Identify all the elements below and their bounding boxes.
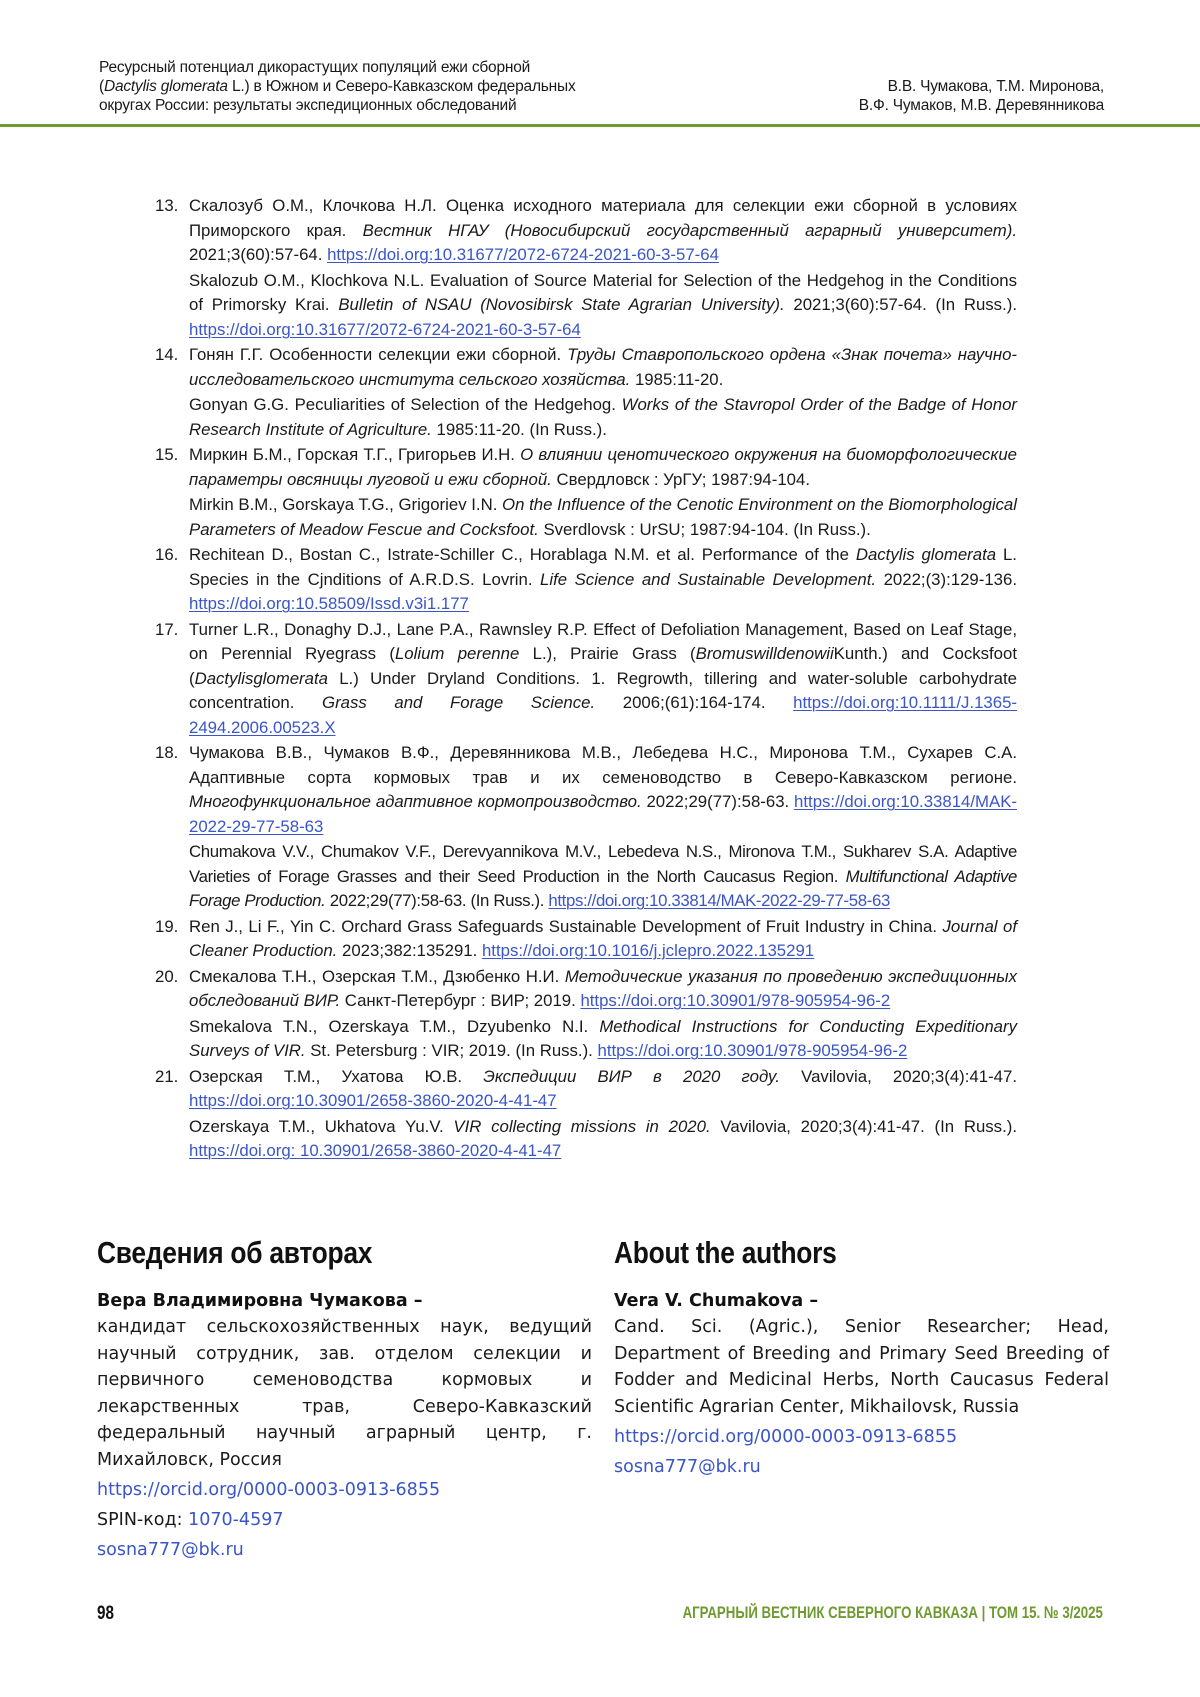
page-number: 98	[97, 1603, 114, 1624]
rh-title-rest: L.) в Южном и Северо-Кавказском федеральных	[227, 78, 576, 95]
doi-link[interactable]: https://doi.org:10.30901/978-905954-96-2	[580, 991, 891, 1010]
ref-source: On the Influence of the Cenotic Environment on the Biomorphological Parameters of Meadow Fescue and Cocksfoot.	[189, 495, 1017, 539]
ref-tail: 2023;382:135291.	[337, 941, 482, 960]
ref-source: Works of the Stavropol Order of the Badge of Honor Research Institute of Agriculture.	[189, 395, 1017, 439]
reference-number: 20.	[155, 966, 179, 986]
ref-text: Turner L.R., Donaghy D.J., Lane P.A., Rawnsley R.P. Effect of Defoliation Management, Based on Leaf Stage, on Perennial Ryegrass (	[189, 619, 1017, 663]
ref-source: Bulletin of NSAU (Novosibirsk State Agrarian University).	[338, 295, 785, 314]
doi-link[interactable]: https://doi.org:10.31677/2072-6724-2021-60-3-57-64	[189, 319, 581, 339]
ref-text: Ozerskaya T.M., Ukhatova Yu.V.	[189, 1116, 454, 1136]
email-link-en[interactable]: sosna777@bk.ru	[614, 1457, 761, 1477]
ref-tail: L.) Under Dryland Conditions. 1. Regrowth, tillering and water-soluble carbohydrate concentration.	[189, 668, 1017, 712]
spin-code-link[interactable]: 1070-4597	[188, 1510, 284, 1530]
reference-number: 16.	[155, 545, 179, 564]
author-description-ru: кандидат сельскохозяйственных наук, ведущий научный сотрудник, зав. отделом селекции и первичного семеноводства кормовых и лекарственных трав, Северо-Кавказский федеральный научный аграрный центр, г. Михайловск, Россия	[97, 1317, 592, 1470]
journal-name: АГРАРНЫЙ ВЕСТНИК СЕВЕРНОГО КАВКАЗА | ТОМ 15. № 3/2025	[682, 1603, 1103, 1622]
reference-item	[155, 343, 1017, 442]
reference-number: 18.	[155, 743, 179, 762]
authors-heading-ru: Сведения об авторах	[97, 1235, 373, 1270]
reference-ru	[189, 741, 1017, 839]
reference-ru	[189, 1065, 1017, 1114]
ref-species: Dactylisglomerata	[194, 668, 328, 688]
orcid-link-ru[interactable]: https://orcid.org/0000-0003-0913-6855	[97, 1480, 441, 1500]
ref-tail: Vavilovia, 2020;3(4):41-47. (In Russ.).	[710, 1116, 1017, 1136]
ref-text: Смекалова Т.Н., Озерская Т.М., Дзюбенко Н.И.	[189, 966, 565, 986]
reference-item	[155, 618, 1017, 741]
reference-number: 13.	[155, 196, 179, 215]
ref-source: Экспедиции ВИР в 2020 году.	[483, 1066, 780, 1086]
ref-tail: Санкт-Петербург : ВИР; 2019.	[340, 991, 581, 1010]
ref-tail: 2022;29(77):58-63.	[641, 792, 795, 811]
doi-link[interactable]: https://doi.org:10.30901/978-905954-96-2	[597, 1041, 908, 1060]
ref-text: Миркин Б.М., Горская Т.Г., Григорьев И.Н.	[189, 445, 521, 464]
ref-source: О влиянии ценотического окружения на биоморфологические параметры овсяницы луговой и ежи сборной.	[189, 445, 1018, 489]
doi-link[interactable]: https://doi.org:10.1016/j.jclepro.2022.135291	[481, 941, 815, 960]
reference-en	[189, 393, 1017, 442]
orcid-link-en[interactable]: https://orcid.org/0000-0003-0913-6855	[614, 1427, 958, 1447]
doi-link[interactable]: https://doi.org:10.31677/2072-6724-2021-60-3-57-64	[327, 245, 719, 264]
reference-ru	[189, 965, 1017, 1014]
author-description-en: Cand. Sci. (Agric.), Senior Researcher; Head, Department of Breeding and Primary Seed Breeding of Fodder and Medicinal Herbs, North Caucasus Federal Scientific Agrarian Center, Mikhailovsk, Russia	[614, 1317, 1109, 1417]
orcid-row-en	[614, 1424, 1109, 1450]
page-footer	[0, 1603, 1200, 1633]
ref-tail: 2022;29(77):58-63. (In Russ.).	[325, 891, 549, 910]
ref-tail: 2021;3(60):57-64.	[189, 245, 328, 264]
doi-link[interactable]: https://doi.org:10.33814/MAK-2022-29-77-58-63	[189, 792, 1017, 836]
email-link-ru[interactable]: sosna777@bk.ru	[97, 1540, 244, 1560]
reference-number: 17.	[155, 619, 179, 639]
reference-en	[189, 840, 1017, 914]
ref-tail: L. Species in the Cjnditions of A.R.D.S. Lovrin.	[189, 545, 1017, 589]
author-name-ru: Вера Владимировна Чумакова –	[97, 1291, 423, 1311]
ref-tail: Свердловск : УрГУ; 1987:94-104.	[551, 469, 811, 489]
reference-en	[189, 269, 1017, 343]
doi-link[interactable]: https://doi.org:10.30901/2658-3860-2020-4-41-47	[189, 1091, 557, 1110]
reference-en	[189, 1015, 1017, 1064]
reference-en	[189, 1115, 1017, 1164]
doi-link[interactable]: https://doi.org: 10.30901/2658-3860-2020-4-41-47	[189, 1141, 562, 1160]
ref-text: Mirkin B.M., Gorskaya T.G., Grigoriev I.N.	[189, 495, 503, 514]
ref-species: Dactylis glomerata	[855, 545, 997, 564]
ref-source: Grass and Forage Science.	[322, 693, 596, 712]
ref-source: Life Science and Sustainable Development.	[540, 569, 877, 589]
ref-source: Методические указания по проведению экспедиционных обследований ВИР.	[189, 966, 1018, 1010]
running-head-authors	[859, 77, 1104, 115]
running-head	[0, 58, 1200, 128]
reference-number: 14.	[155, 345, 179, 364]
rh-authors-line-2: В.Ф. Чумаков, М.В. Деревянникова	[858, 97, 1104, 114]
orcid-row-ru	[97, 1477, 592, 1503]
ref-text: Чумакова В.В., Чумаков В.Ф., Деревянникова М.В., Лебедева Н.С., Миронова Т.М., Сухарев С.А. Адаптивные сорта кормовых трав и их семеноводство в Северо-Кавказском регионе.	[189, 743, 1017, 787]
reference-text	[189, 543, 1017, 617]
reference-text	[189, 618, 1017, 741]
reference-ru	[189, 194, 1017, 268]
reference-item	[155, 543, 1017, 617]
reference-text	[189, 915, 1017, 964]
ref-tail: 2021;3(60):57-64. (In Russ.).	[784, 295, 1017, 314]
ref-tail: 2022;(3):129-136.	[876, 569, 1017, 589]
rh-authors-line-1: В.В. Чумакова, Т.М. Миронова,	[887, 78, 1104, 95]
authors-section-en	[614, 1235, 1109, 1480]
authors-heading-en: About the authors	[614, 1235, 837, 1270]
rh-title-line-1: Ресурсный потенциал дикорастущих популяций ежи сборной	[99, 59, 531, 76]
email-row-ru	[97, 1537, 592, 1563]
ref-source: Вестник НГАУ (Новосибирский государственный аграрный университет).	[362, 220, 1017, 240]
ref-text: Gonyan G.G. Peculiarities of Selection of the Hedgehog.	[189, 395, 622, 414]
ref-text: Rechitean D., Bostan C., Istrate-Schiller C., Horablaga N.M. et al. Performance of the	[189, 545, 856, 564]
spin-label: SPIN-код:	[97, 1510, 189, 1530]
ref-text: Skalozub O.M., Klochkova N.L. Evaluation of Source Material for Selection of the Hedgehog in the Conditions of Primorsky Krai.	[189, 270, 1017, 314]
rh-paren: (	[99, 78, 104, 95]
reference-item	[155, 194, 1017, 342]
rh-species-name: Dactylis glomerata	[103, 78, 228, 95]
spin-row-ru	[97, 1507, 592, 1533]
ref-text: Гонян Г.Г. Особенности селекции ежи сборной.	[189, 345, 568, 364]
ref-source: Journal of Cleaner Production.	[189, 916, 1017, 960]
ref-text: Озерская Т.М., Ухатова Ю.В.	[189, 1066, 484, 1086]
reference-item	[155, 443, 1017, 542]
email-row-en	[614, 1454, 1109, 1480]
reference-ru	[189, 343, 1017, 392]
rh-title-line-3: округах России: результаты экспедиционных обследований	[99, 97, 517, 114]
ref-text: Ren J., Li F., Yin C. Orchard Grass Safeguards Sustainable Development of Fruit Industry in China.	[189, 916, 943, 936]
ref-text: Скалозуб О.М., Клочкова Н.Л. Оценка исходного материала для селекции ежи сборной в условиях Приморского края.	[189, 196, 1017, 240]
authors-section-ru	[97, 1235, 592, 1563]
reference-item	[155, 1065, 1017, 1164]
ref-tail: Sverdlovsk : UrSU; 1987:94-104. (In Russ.).	[538, 519, 871, 539]
ref-source: VIR collecting missions in 2020.	[453, 1116, 711, 1136]
doi-link[interactable]: https://doi.org:10.33814/MAK-2022-29-77-58-63	[548, 891, 890, 910]
reference-number: 21.	[155, 1066, 179, 1086]
doi-link[interactable]: https://doi.org:10.1111/J.1365-2494.2006.00523.X	[189, 693, 1018, 737]
ref-text: Chumakova V.V., Chumakov V.F., Derevyannikova M.V., Lebedeva N.S., Mironova T.M., Sukharev S.A. Adaptive Varieties of Forage Grasses and their Seed Production in the North Caucasus Region.	[189, 842, 1017, 886]
reference-number: 15.	[155, 445, 179, 464]
reference-list	[155, 194, 1017, 1165]
ref-tail: 1985:11-20.	[630, 369, 724, 389]
ref-source: Труды Ставропольского ордена «Знак почета» научно-исследовательского института сельского хозяйства.	[189, 345, 1017, 389]
ref-tail: Vavilovia, 2020;3(4):41-47.	[779, 1066, 1017, 1086]
header-rule	[0, 124, 1200, 127]
ref-tail: 2006;(61):164-174.	[595, 693, 794, 712]
doi-link[interactable]: https://doi.org:10.58509/Issd.v3i1.177	[189, 594, 469, 613]
author-name-en: Vera V. Chumakova –	[614, 1291, 819, 1311]
reference-ru	[189, 443, 1017, 492]
running-head-article-title	[99, 58, 659, 115]
ref-source: Methodical Instructions for Conducting Expeditionary Surveys of VIR.	[189, 1016, 1017, 1060]
ref-source: Многофункциональное адаптивное кормопроизводство.	[189, 792, 642, 811]
ref-text: Smekalova T.N., Ozerskaya T.M., Dzyubenko N.I.	[189, 1016, 600, 1036]
reference-item	[155, 965, 1017, 1064]
ref-species: Lolium perenne	[394, 644, 520, 663]
ref-tail: Kunth.) and Cocksfoot (	[189, 644, 1018, 688]
ref-tail: St. Petersburg : VIR; 2019. (In Russ.).	[305, 1041, 598, 1060]
reference-number: 19.	[155, 916, 179, 936]
ref-tail: 1985:11-20. (In Russ.).	[431, 419, 607, 439]
rh-title-line-2	[99, 77, 659, 96]
reference-item	[155, 915, 1017, 964]
reference-item	[155, 741, 1017, 914]
reference-en	[189, 493, 1017, 542]
ref-tail: L.), Prairie Grass (	[519, 644, 696, 663]
ref-source: Multifunctional Adaptive Forage Production.	[189, 866, 1017, 910]
ref-species: Bromuswilldenowii	[695, 644, 834, 663]
